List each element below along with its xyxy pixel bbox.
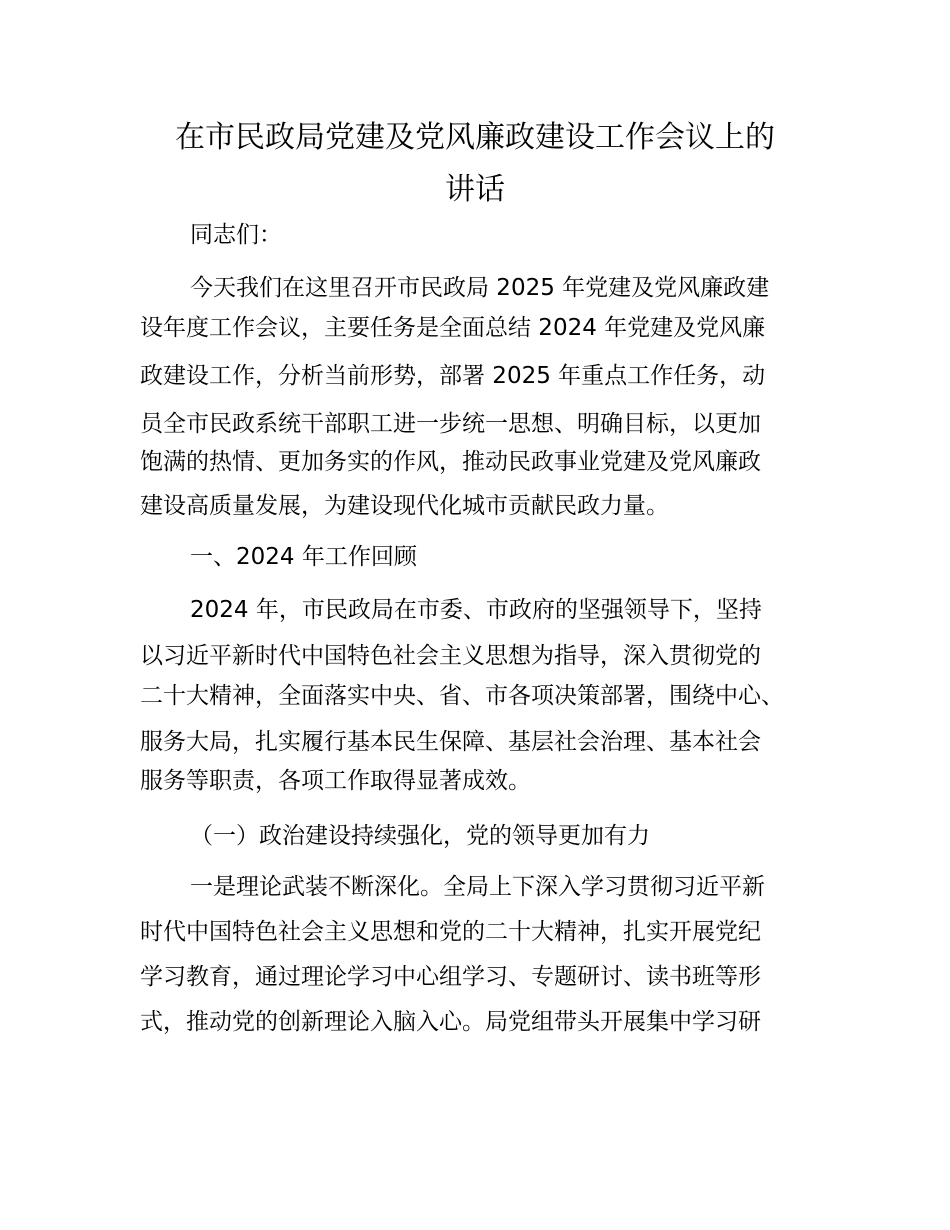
paragraph-2-line: 二十大精神，全面落实中央、省、市各项决策部署，围绕中心、 <box>140 683 784 709</box>
paragraph-3-line: 时代中国特色社会主义思想和党的二十大精神，扎实开展党纪 <box>140 919 761 945</box>
paragraph-3-line: 一是理论武装不断深化。全局上下深入学习贯彻习近平新 <box>190 874 765 900</box>
document-title <box>140 112 810 216</box>
title-line-2: 讲话 <box>445 172 505 207</box>
paragraph-2-line: 以习近平新时代中国特色社会主义思想为指导，深入贯彻党的 <box>140 643 761 669</box>
greeting: 同志们： <box>190 222 282 248</box>
paragraph-2-line: 服务大局，扎实履行基本民生保障、基层社会治理、基本社会 <box>140 729 761 755</box>
paragraph-2-line: 2024 年，市民政局在市委、市政府的坚强领导下，坚持 <box>190 597 762 623</box>
paragraph-1-line: 政建设工作，分析当前形势，部署 2025 年重点工作任务，动 <box>140 363 766 389</box>
paragraph-2-line: 服务等职责，各项工作取得显著成效。 <box>140 768 531 794</box>
paragraph-3-line: 学习教育，通过理论学习中心组学习、专题研讨、读书班等形 <box>140 964 761 990</box>
paragraph-1-line: 设年度工作会议，主要任务是全面总结 2024 年党建及党风廉 <box>140 315 766 341</box>
subsection-1-heading: （一）政治建设持续强化，党的领导更加有力 <box>190 823 650 849</box>
paragraph-1-line: 饱满的热情、更加务实的作风，推动民政事业党建及党风廉政 <box>140 449 761 475</box>
paragraph-1-line: 今天我们在这里召开市民政局 2025 年党建及党风廉政建 <box>190 275 770 301</box>
title-line-1: 在市民政局党建及党风廉政建设工作会议上的 <box>175 120 775 155</box>
section-1-heading: 一、2024 年工作回顾 <box>190 544 417 570</box>
paragraph-1-line: 建设高质量发展，为建设现代化城市贡献民政力量。 <box>140 493 669 519</box>
paragraph-3-line: 式，推动党的创新理论入脑入心。局党组带头开展集中学习研 <box>140 1009 761 1035</box>
paragraph-1-line: 员全市民政系统干部职工进一步统一思想、明确目标，以更加 <box>140 411 761 437</box>
